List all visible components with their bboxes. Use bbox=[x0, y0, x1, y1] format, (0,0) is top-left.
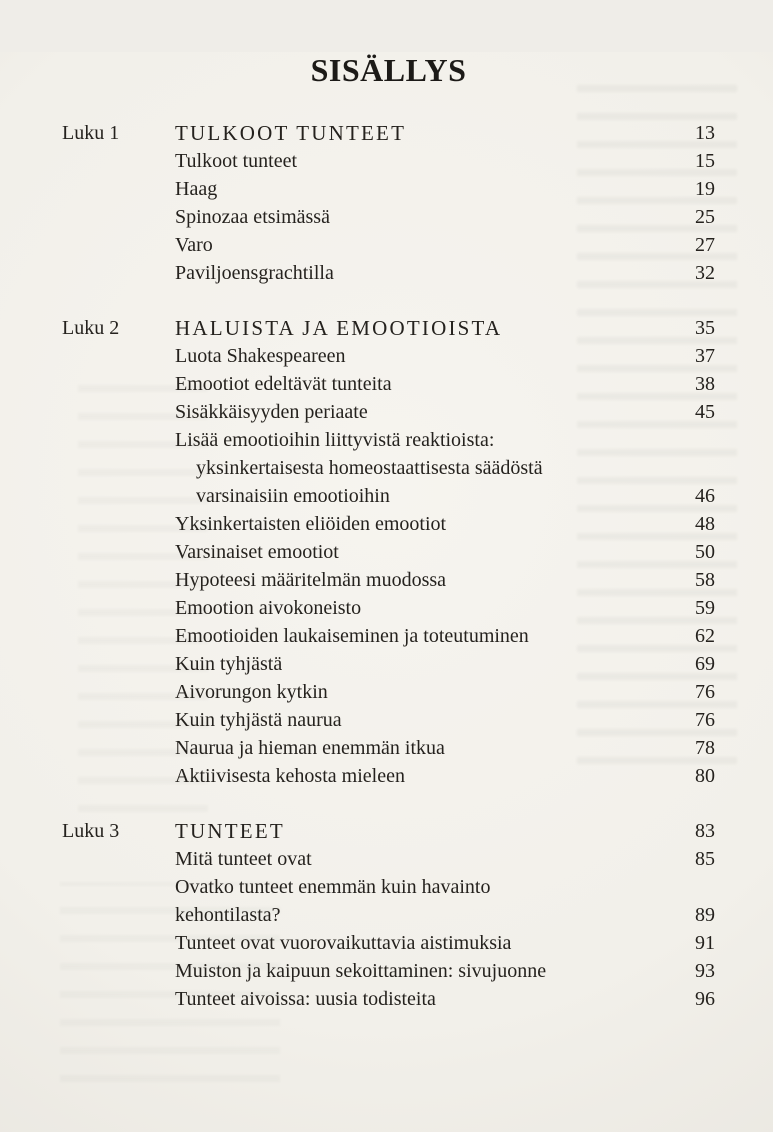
entry-page-number: 19 bbox=[695, 178, 715, 200]
entry-page-number: 69 bbox=[695, 653, 715, 675]
chapter-page-number: 35 bbox=[695, 317, 715, 339]
entry-title: Kuin tyhjästä naurua bbox=[175, 709, 342, 731]
toc-entry-row bbox=[62, 678, 715, 706]
entry-page-number: 46 bbox=[695, 485, 715, 507]
toc-entry-row bbox=[62, 147, 715, 175]
entry-page-number: 93 bbox=[695, 960, 715, 982]
entry-title: Paviljoensgrachtilla bbox=[175, 262, 334, 284]
chapter-label: Luku 3 bbox=[62, 820, 120, 842]
toc-chapter-2 bbox=[62, 314, 715, 790]
entry-page-number: 58 bbox=[695, 569, 715, 591]
toc-entry-row bbox=[62, 845, 715, 873]
entry-page-number: 76 bbox=[695, 709, 715, 731]
toc-entry-row bbox=[62, 734, 715, 762]
entry-page-number: 50 bbox=[695, 541, 715, 563]
chapter-heading-row bbox=[62, 119, 715, 147]
toc-entry-row bbox=[62, 426, 715, 510]
entry-title bbox=[175, 873, 677, 929]
entry-title: Naurua ja hieman enemmän itkua bbox=[175, 737, 445, 759]
entry-title: Muiston ja kaipuun sekoittaminen: sivujuonne bbox=[175, 960, 547, 982]
entry-page-number: 62 bbox=[695, 625, 715, 647]
entry-title: Haag bbox=[175, 178, 218, 200]
entry-page-number: 91 bbox=[695, 932, 715, 954]
chapter-page-number: 13 bbox=[695, 122, 715, 144]
entry-title-line: Lisää emootioihin liittyvistä reaktioista: bbox=[175, 429, 495, 451]
entry-title-line: yksinkertaisesta homeostaattisesta säädöstä bbox=[196, 457, 543, 479]
toc-entry-row bbox=[62, 650, 715, 678]
chapter-title: TULKOOT TUNTEET bbox=[175, 121, 407, 145]
chapter-label: Luku 2 bbox=[62, 317, 120, 339]
chapter-heading-row bbox=[62, 817, 715, 845]
chapter-heading-row bbox=[62, 314, 715, 342]
toc-chapter-1 bbox=[62, 119, 715, 287]
chapter-label: Luku 1 bbox=[62, 122, 120, 144]
entry-title bbox=[175, 426, 677, 510]
toc-entry-row bbox=[62, 762, 715, 790]
toc-entry-row bbox=[62, 957, 715, 985]
toc-entry-row bbox=[62, 594, 715, 622]
entry-title: Sisäkkäisyyden periaate bbox=[175, 401, 368, 423]
page-title: SISÄLLYS bbox=[310, 52, 467, 88]
toc-entry-row bbox=[62, 175, 715, 203]
toc bbox=[62, 119, 715, 1013]
entry-page-number: 45 bbox=[695, 401, 715, 423]
table-of-contents-page bbox=[0, 52, 773, 1013]
entry-title: Kuin tyhjästä bbox=[175, 653, 283, 675]
entry-page-number: 48 bbox=[695, 513, 715, 535]
toc-entry-row bbox=[62, 929, 715, 957]
entry-title: Emootion aivokoneisto bbox=[175, 597, 362, 619]
toc-entry-row bbox=[62, 398, 715, 426]
entry-title: Varo bbox=[175, 234, 213, 256]
entry-title: Tunteet ovat vuorovaikuttavia aistimuksia bbox=[175, 932, 512, 954]
chapter-title: HALUISTA JA EMOOTIOISTA bbox=[175, 316, 503, 340]
entry-page-number: 32 bbox=[695, 262, 715, 284]
chapter-title: TUNTEET bbox=[175, 819, 285, 843]
toc-entry-row bbox=[62, 231, 715, 259]
toc-entry-row bbox=[62, 510, 715, 538]
entry-page-number: 76 bbox=[695, 681, 715, 703]
entry-page-number: 85 bbox=[695, 848, 715, 870]
entry-page-number: 78 bbox=[695, 737, 715, 759]
entry-title: Aivorungon kytkin bbox=[175, 681, 328, 703]
entry-page-number: 37 bbox=[695, 345, 715, 367]
entry-page-number: 27 bbox=[695, 234, 715, 256]
toc-entry-row bbox=[62, 203, 715, 231]
entry-page-number: 96 bbox=[695, 988, 715, 1010]
chapter-page-number: 83 bbox=[695, 820, 715, 842]
entry-title: Aktiivisesta kehosta mieleen bbox=[175, 765, 405, 787]
entry-title: Varsinaiset emootiot bbox=[175, 541, 339, 563]
toc-entry-row bbox=[62, 873, 715, 929]
entry-page-number: 89 bbox=[695, 904, 715, 926]
entry-title: Mitä tunteet ovat bbox=[175, 848, 312, 870]
entry-title: Luota Shakespeareen bbox=[175, 345, 346, 367]
entry-title-line: varsinaisiin emootioihin bbox=[196, 485, 390, 507]
toc-entry-row bbox=[62, 342, 715, 370]
entry-title-line: kehontilasta? bbox=[175, 904, 281, 926]
entry-title: Tulkoot tunteet bbox=[175, 150, 298, 172]
entry-page-number: 15 bbox=[695, 150, 715, 172]
toc-entry-row bbox=[62, 706, 715, 734]
toc-entry-row bbox=[62, 985, 715, 1013]
toc-entry-row bbox=[62, 566, 715, 594]
entry-title: Spinozaa etsimässä bbox=[175, 206, 330, 228]
entry-title: Emootioiden laukaiseminen ja toteutuminen bbox=[175, 625, 529, 647]
entry-title: Tunteet aivoissa: uusia todisteita bbox=[175, 988, 436, 1010]
toc-entry-row bbox=[62, 538, 715, 566]
entry-page-number: 38 bbox=[695, 373, 715, 395]
entry-page-number: 80 bbox=[695, 765, 715, 787]
entry-page-number: 25 bbox=[695, 206, 715, 228]
entry-page-number: 59 bbox=[695, 597, 715, 619]
toc-entry-row bbox=[62, 622, 715, 650]
entry-title: Yksinkertaisten eliöiden emootiot bbox=[175, 513, 447, 535]
entry-title-line: Ovatko tunteet enemmän kuin havainto bbox=[175, 876, 491, 898]
toc-entry-row bbox=[62, 370, 715, 398]
toc-chapter-3 bbox=[62, 817, 715, 1013]
entry-title: Emootiot edeltävät tunteita bbox=[175, 373, 392, 395]
entry-title: Hypoteesi määritelmän muodossa bbox=[175, 569, 447, 591]
toc-entry-row bbox=[62, 259, 715, 287]
